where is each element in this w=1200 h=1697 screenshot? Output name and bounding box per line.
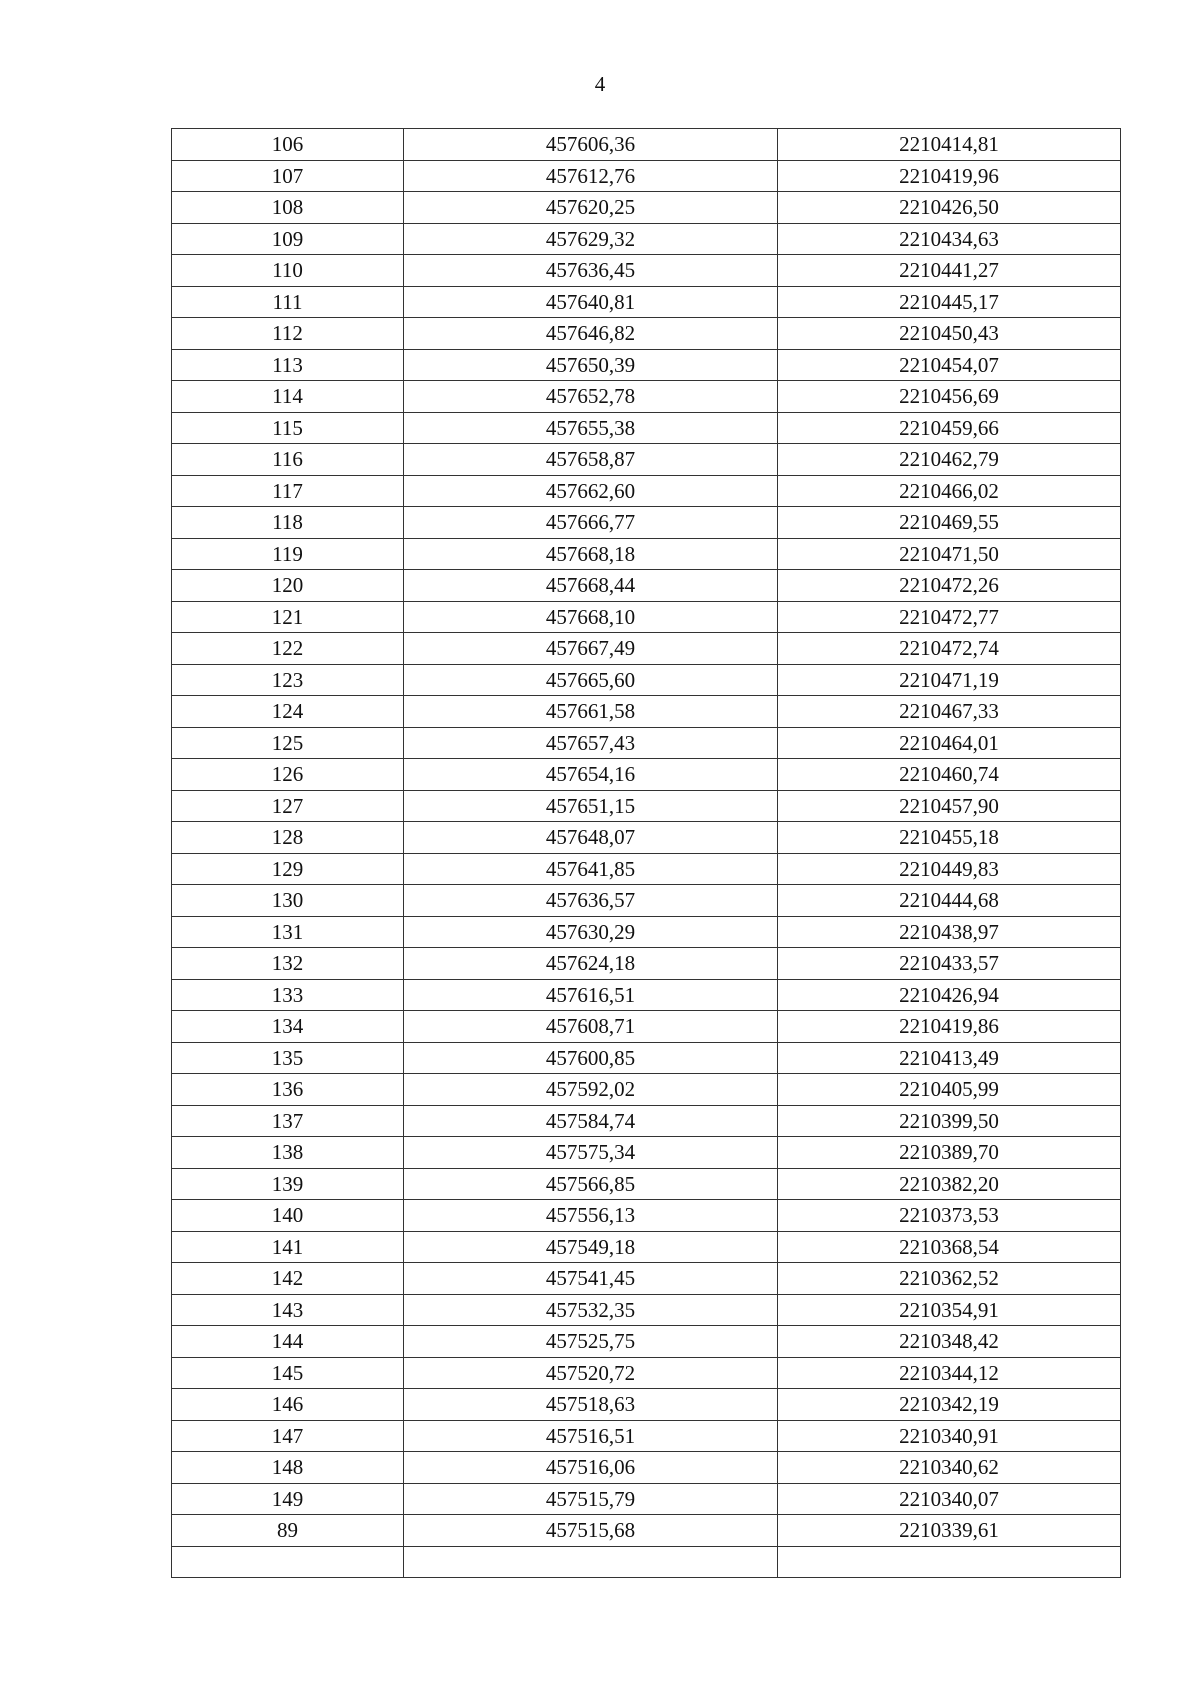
x-coordinate-cell: 457665,60	[404, 664, 778, 696]
y-coordinate-cell: 2210368,54	[778, 1231, 1121, 1263]
y-coordinate-cell: 2210340,62	[778, 1452, 1121, 1484]
table-row	[172, 129, 1121, 161]
point-number-cell: 133	[172, 979, 404, 1011]
x-coordinate-cell: 457600,85	[404, 1042, 778, 1074]
point-number-cell: 112	[172, 318, 404, 350]
point-number-cell: 116	[172, 444, 404, 476]
point-number-cell: 115	[172, 412, 404, 444]
y-coordinate-cell: 2210382,20	[778, 1168, 1121, 1200]
table-row	[172, 1074, 1121, 1106]
y-coordinate-cell: 2210426,94	[778, 979, 1121, 1011]
table-row	[172, 664, 1121, 696]
x-coordinate-cell: 457636,45	[404, 255, 778, 287]
page-number: 4	[594, 72, 606, 96]
y-coordinate-cell: 2210344,12	[778, 1357, 1121, 1389]
table-row	[172, 444, 1121, 476]
x-coordinate-cell: 457657,43	[404, 727, 778, 759]
table-row	[172, 286, 1121, 318]
table-row	[172, 1420, 1121, 1452]
x-coordinate-cell: 457662,60	[404, 475, 778, 507]
table-row	[172, 223, 1121, 255]
x-coordinate-cell: 457668,18	[404, 538, 778, 570]
point-number-cell: 108	[172, 192, 404, 224]
point-number-cell: 143	[172, 1294, 404, 1326]
point-number-cell: 137	[172, 1105, 404, 1137]
y-coordinate-cell: 2210471,50	[778, 538, 1121, 570]
y-coordinate-cell: 2210444,68	[778, 885, 1121, 917]
point-number-cell: 147	[172, 1420, 404, 1452]
y-coordinate-cell: 2210445,17	[778, 286, 1121, 318]
table-row	[172, 349, 1121, 381]
point-number-cell: 138	[172, 1137, 404, 1169]
empty-cell	[172, 1546, 404, 1577]
point-number-cell: 145	[172, 1357, 404, 1389]
y-coordinate-cell: 2210414,81	[778, 129, 1121, 161]
point-number-cell: 119	[172, 538, 404, 570]
y-coordinate-cell: 2210454,07	[778, 349, 1121, 381]
point-number-cell: 131	[172, 916, 404, 948]
table-row	[172, 759, 1121, 791]
x-coordinate-cell: 457612,76	[404, 160, 778, 192]
y-coordinate-cell: 2210433,57	[778, 948, 1121, 980]
table-row	[172, 822, 1121, 854]
x-coordinate-cell: 457630,29	[404, 916, 778, 948]
y-coordinate-cell: 2210441,27	[778, 255, 1121, 287]
table-row	[172, 601, 1121, 633]
x-coordinate-cell: 457668,44	[404, 570, 778, 602]
y-coordinate-cell: 2210469,55	[778, 507, 1121, 539]
x-coordinate-cell: 457575,34	[404, 1137, 778, 1169]
x-coordinate-cell: 457650,39	[404, 349, 778, 381]
point-number-cell: 149	[172, 1483, 404, 1515]
point-number-cell: 89	[172, 1515, 404, 1547]
table-row	[172, 412, 1121, 444]
y-coordinate-cell: 2210472,74	[778, 633, 1121, 665]
y-coordinate-cell: 2210471,19	[778, 664, 1121, 696]
y-coordinate-cell: 2210373,53	[778, 1200, 1121, 1232]
point-number-cell: 110	[172, 255, 404, 287]
y-coordinate-cell: 2210460,74	[778, 759, 1121, 791]
y-coordinate-cell: 2210426,50	[778, 192, 1121, 224]
table-row	[172, 160, 1121, 192]
table-row	[172, 790, 1121, 822]
y-coordinate-cell: 2210438,97	[778, 916, 1121, 948]
table-row	[172, 192, 1121, 224]
x-coordinate-cell: 457532,35	[404, 1294, 778, 1326]
point-number-cell: 117	[172, 475, 404, 507]
table-row	[172, 727, 1121, 759]
table-row	[172, 1231, 1121, 1263]
table-row	[172, 633, 1121, 665]
table-row	[172, 570, 1121, 602]
point-number-cell: 113	[172, 349, 404, 381]
point-number-cell: 118	[172, 507, 404, 539]
point-number-cell: 126	[172, 759, 404, 791]
x-coordinate-cell: 457658,87	[404, 444, 778, 476]
point-number-cell: 125	[172, 727, 404, 759]
x-coordinate-cell: 457651,15	[404, 790, 778, 822]
x-coordinate-cell: 457516,06	[404, 1452, 778, 1484]
y-coordinate-cell: 2210362,52	[778, 1263, 1121, 1295]
y-coordinate-cell: 2210434,63	[778, 223, 1121, 255]
y-coordinate-cell: 2210472,26	[778, 570, 1121, 602]
x-coordinate-cell: 457515,79	[404, 1483, 778, 1515]
y-coordinate-cell: 2210456,69	[778, 381, 1121, 413]
point-number-cell: 114	[172, 381, 404, 413]
y-coordinate-cell: 2210348,42	[778, 1326, 1121, 1358]
y-coordinate-cell: 2210399,50	[778, 1105, 1121, 1137]
x-coordinate-cell: 457515,68	[404, 1515, 778, 1547]
x-coordinate-cell: 457640,81	[404, 286, 778, 318]
y-coordinate-cell: 2210340,07	[778, 1483, 1121, 1515]
x-coordinate-cell: 457584,74	[404, 1105, 778, 1137]
table-row	[172, 1105, 1121, 1137]
y-coordinate-cell: 2210466,02	[778, 475, 1121, 507]
point-number-cell: 140	[172, 1200, 404, 1232]
y-coordinate-cell: 2210419,96	[778, 160, 1121, 192]
x-coordinate-cell: 457668,10	[404, 601, 778, 633]
point-number-cell: 121	[172, 601, 404, 633]
x-coordinate-cell: 457520,72	[404, 1357, 778, 1389]
table-row	[172, 1294, 1121, 1326]
table-row	[172, 853, 1121, 885]
y-coordinate-cell: 2210413,49	[778, 1042, 1121, 1074]
point-number-cell: 111	[172, 286, 404, 318]
table-row	[172, 1389, 1121, 1421]
x-coordinate-cell: 457641,85	[404, 853, 778, 885]
y-coordinate-cell: 2210457,90	[778, 790, 1121, 822]
point-number-cell: 132	[172, 948, 404, 980]
point-number-cell: 122	[172, 633, 404, 665]
y-coordinate-cell: 2210455,18	[778, 822, 1121, 854]
point-number-cell: 127	[172, 790, 404, 822]
x-coordinate-cell: 457606,36	[404, 129, 778, 161]
x-coordinate-cell: 457556,13	[404, 1200, 778, 1232]
point-number-cell: 129	[172, 853, 404, 885]
y-coordinate-cell: 2210449,83	[778, 853, 1121, 885]
x-coordinate-cell: 457655,38	[404, 412, 778, 444]
table-row	[172, 1042, 1121, 1074]
x-coordinate-cell: 457608,71	[404, 1011, 778, 1043]
table-row	[172, 1168, 1121, 1200]
x-coordinate-cell: 457646,82	[404, 318, 778, 350]
table-row	[172, 1263, 1121, 1295]
x-coordinate-cell: 457541,45	[404, 1263, 778, 1295]
x-coordinate-cell: 457652,78	[404, 381, 778, 413]
table-row	[172, 1011, 1121, 1043]
y-coordinate-cell: 2210339,61	[778, 1515, 1121, 1547]
y-coordinate-cell: 2210467,33	[778, 696, 1121, 728]
empty-cell	[404, 1546, 778, 1577]
table-row	[172, 381, 1121, 413]
table-row	[172, 1357, 1121, 1389]
x-coordinate-cell: 457629,32	[404, 223, 778, 255]
y-coordinate-cell: 2210459,66	[778, 412, 1121, 444]
table-row	[172, 255, 1121, 287]
table-row	[172, 979, 1121, 1011]
point-number-cell: 134	[172, 1011, 404, 1043]
table-row	[172, 885, 1121, 917]
x-coordinate-cell: 457516,51	[404, 1420, 778, 1452]
point-number-cell: 106	[172, 129, 404, 161]
y-coordinate-cell: 2210354,91	[778, 1294, 1121, 1326]
x-coordinate-cell: 457566,85	[404, 1168, 778, 1200]
x-coordinate-cell: 457624,18	[404, 948, 778, 980]
table-row	[172, 916, 1121, 948]
empty-table-row	[172, 1546, 1121, 1577]
x-coordinate-cell: 457525,75	[404, 1326, 778, 1358]
x-coordinate-cell: 457666,77	[404, 507, 778, 539]
table-row	[172, 696, 1121, 728]
y-coordinate-cell: 2210450,43	[778, 318, 1121, 350]
point-number-cell: 146	[172, 1389, 404, 1421]
x-coordinate-cell: 457636,57	[404, 885, 778, 917]
x-coordinate-cell: 457654,16	[404, 759, 778, 791]
coordinates-table-body	[172, 129, 1121, 1578]
point-number-cell: 136	[172, 1074, 404, 1106]
point-number-cell: 107	[172, 160, 404, 192]
y-coordinate-cell: 2210462,79	[778, 444, 1121, 476]
point-number-cell: 142	[172, 1263, 404, 1295]
y-coordinate-cell: 2210405,99	[778, 1074, 1121, 1106]
point-number-cell: 109	[172, 223, 404, 255]
point-number-cell: 135	[172, 1042, 404, 1074]
x-coordinate-cell: 457549,18	[404, 1231, 778, 1263]
y-coordinate-cell: 2210472,77	[778, 601, 1121, 633]
y-coordinate-cell: 2210419,86	[778, 1011, 1121, 1043]
x-coordinate-cell: 457518,63	[404, 1389, 778, 1421]
point-number-cell: 144	[172, 1326, 404, 1358]
table-row	[172, 1200, 1121, 1232]
point-number-cell: 123	[172, 664, 404, 696]
table-row	[172, 948, 1121, 980]
point-number-cell: 141	[172, 1231, 404, 1263]
x-coordinate-cell: 457648,07	[404, 822, 778, 854]
y-coordinate-cell: 2210340,91	[778, 1420, 1121, 1452]
table-row	[172, 318, 1121, 350]
table-row	[172, 538, 1121, 570]
x-coordinate-cell: 457620,25	[404, 192, 778, 224]
x-coordinate-cell: 457592,02	[404, 1074, 778, 1106]
x-coordinate-cell: 457667,49	[404, 633, 778, 665]
table-row	[172, 1452, 1121, 1484]
x-coordinate-cell: 457616,51	[404, 979, 778, 1011]
point-number-cell: 130	[172, 885, 404, 917]
table-row	[172, 1137, 1121, 1169]
point-number-cell: 124	[172, 696, 404, 728]
y-coordinate-cell: 2210342,19	[778, 1389, 1121, 1421]
y-coordinate-cell: 2210464,01	[778, 727, 1121, 759]
point-number-cell: 139	[172, 1168, 404, 1200]
table-row	[172, 1515, 1121, 1547]
coordinates-table	[171, 128, 1121, 1578]
point-number-cell: 120	[172, 570, 404, 602]
table-row	[172, 475, 1121, 507]
point-number-cell: 148	[172, 1452, 404, 1484]
point-number-cell: 128	[172, 822, 404, 854]
x-coordinate-cell: 457661,58	[404, 696, 778, 728]
table-row	[172, 507, 1121, 539]
empty-cell	[778, 1546, 1121, 1577]
y-coordinate-cell: 2210389,70	[778, 1137, 1121, 1169]
table-row	[172, 1326, 1121, 1358]
table-row	[172, 1483, 1121, 1515]
